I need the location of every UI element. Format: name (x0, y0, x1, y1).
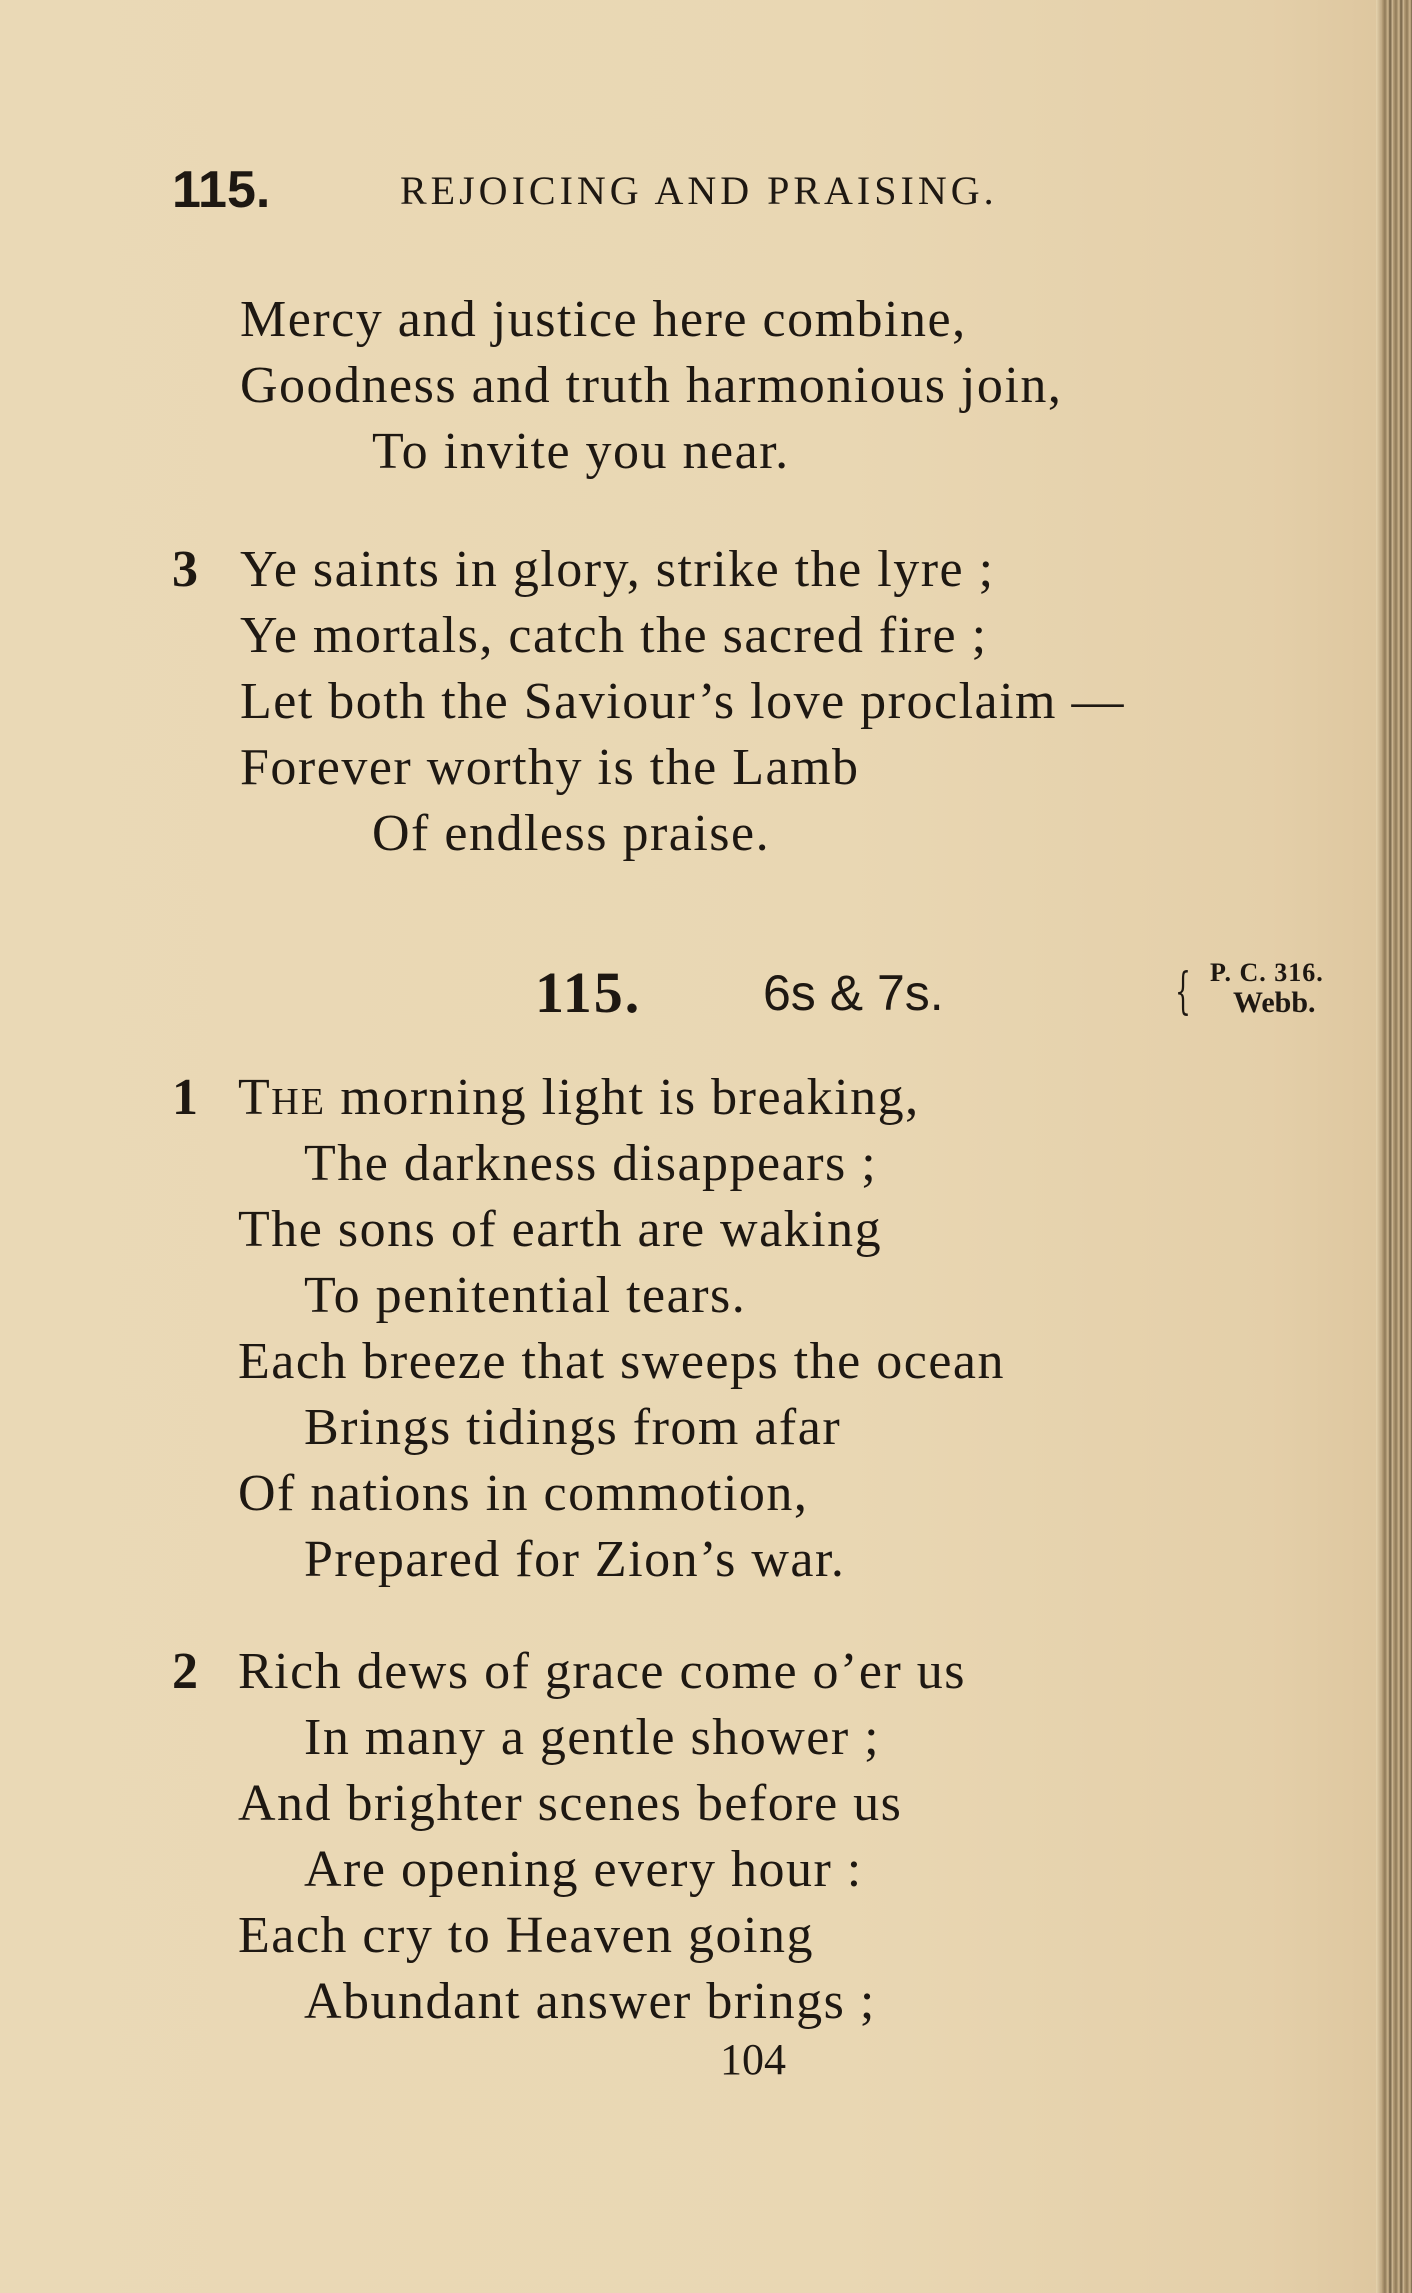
tune-reference: P. C. 316. (1210, 958, 1324, 987)
verse-line: Ye saints in glory, strike the lyre ; (240, 541, 995, 598)
verse-line: Goodness and truth harmonious join, (240, 357, 1063, 414)
verse-line: And brighter scenes before us (238, 1775, 903, 1832)
verse-line: Ye mortals, catch the sacred fire ; (240, 607, 988, 664)
hymn-number: 115. (535, 960, 642, 1025)
verse-line-first (238, 1068, 920, 1132)
verse-line: Are opening every hour : (304, 1841, 863, 1898)
page-number: 104 (720, 2035, 786, 2084)
first-word-small-caps: HE (271, 1081, 326, 1123)
hymn-heading (535, 960, 1395, 1030)
verse-line: Brings tidings from afar (304, 1399, 842, 1456)
stanza-number: 2 (172, 1643, 198, 1700)
verse-line: Rich dews of grace come o’er us (238, 1643, 967, 1700)
verse-line: Let both the Saviour’s love proclaim — (240, 673, 1125, 730)
verse-line: Of nations in commotion, (238, 1465, 809, 1522)
verse-line: Of endless praise. (372, 805, 771, 862)
verse-line: To invite you near. (372, 423, 790, 480)
verse-line: To penitential tears. (304, 1267, 747, 1324)
brace-glyph: { (1175, 962, 1191, 1020)
verse-line: Abundant answer brings ; (304, 1973, 876, 2030)
book-spine (1382, 0, 1412, 2293)
first-word-initial: T (238, 1069, 272, 1126)
hymn-meter: 6s & 7s. (763, 965, 944, 1021)
first-line-rest: morning light is breaking, (325, 1069, 920, 1126)
stanza-number: 1 (172, 1069, 198, 1126)
header-hymn-number: 115. (172, 161, 271, 219)
verse-line: Each cry to Heaven going (238, 1907, 815, 1964)
verse-line: The sons of earth are waking (238, 1201, 883, 1258)
header-section-title: REJOICING AND PRAISING. (400, 168, 998, 213)
verse-line: Each breeze that sweeps the ocean (238, 1333, 1005, 1390)
verse-line: The darkness disappears ; (304, 1135, 878, 1192)
verse-line: Forever worthy is the Lamb (240, 739, 860, 796)
verse-line: In many a gentle shower ; (304, 1709, 881, 1766)
verse-line: Mercy and justice here combine, (240, 291, 967, 348)
tune-name: Webb. (1233, 986, 1316, 1019)
verse-line: Prepared for Zion’s war. (304, 1531, 846, 1588)
stanza-number: 3 (172, 541, 198, 598)
running-header (172, 160, 1172, 220)
